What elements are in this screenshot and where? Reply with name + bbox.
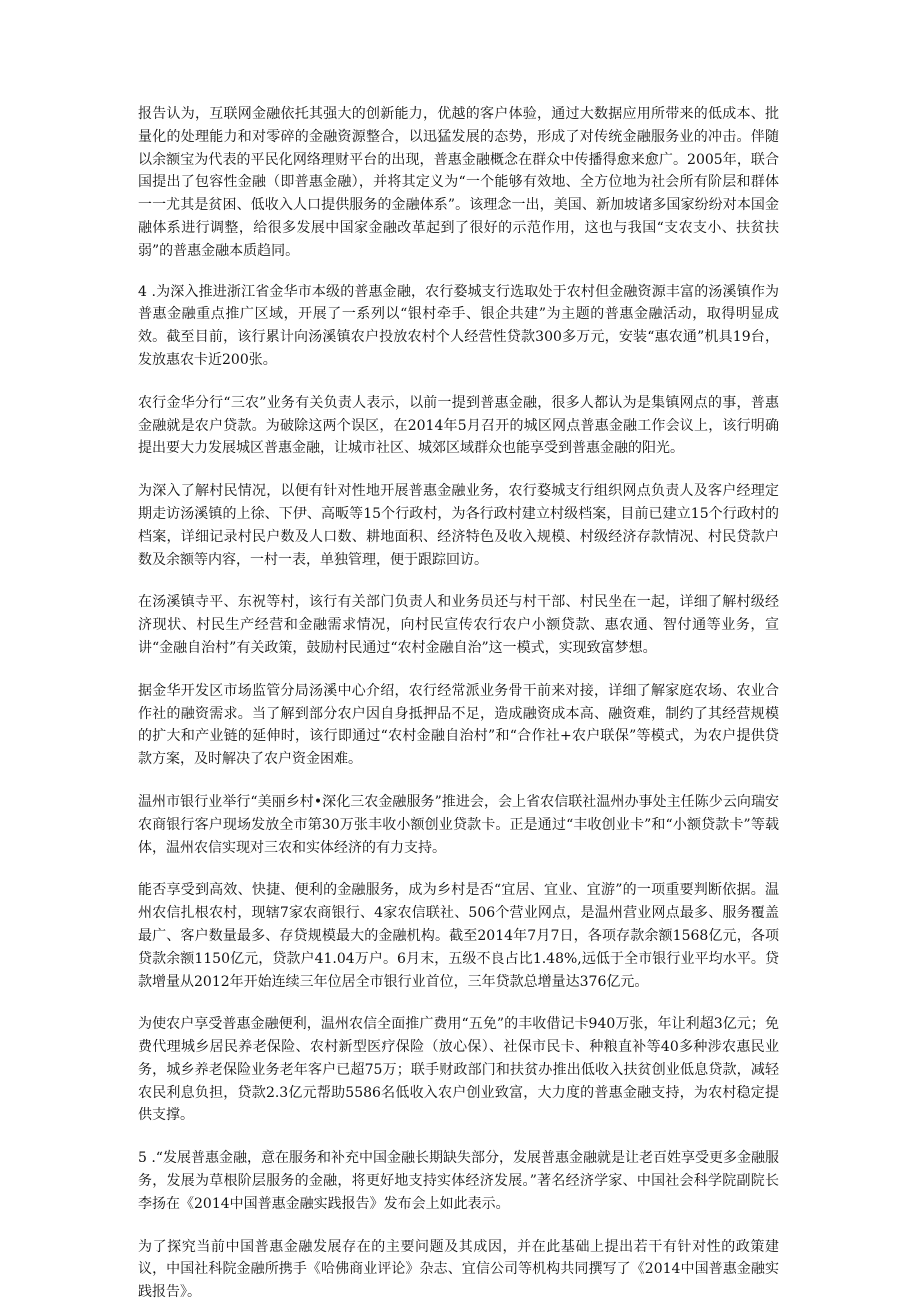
paragraph-8: 能否享受到高效、快捷、便利的金融服务，成为乡村是否“宜居、宜业、宜游”的一项重要判断依据。温州农信扎根农村，现辖7家农商银行、4家农信联社、506个营业网点，是温州营业网点最多、服务覆盖最广、客户数量最多、存贷规模最大的金融机构。截至2014年7月7日，各项存款余额1568亿元，各项贷款余额1150亿元，贷款户41.04万户。6月末，五级不良占比1.48%,远低于全市银行业平均水平。贷款增量从2012年开始连续三年位居全市银行业首位，三年贷款总增量达376亿元。 (138, 882, 779, 990)
paragraph-11: 为了探究当前中国普惠金融发展存在的主要问题及其成因，并在此基础上提出若干有针对性的政策建议，中国社科院金融所携手《哈佛商业评论》杂志、宜信公司等机构共同撰写了《2014中国普惠金融实践报告》。 (138, 1238, 779, 1301)
paragraph-5: 在汤溪镇寺平、东祝等村，该行有关部门负责人和业务员还与村干部、村民坐在一起，详细了解村级经济现状、村民生产经营和金融需求情况，向村民宣传农行农户小额贷款、惠农通、智付通等业务，宣讲“金融自治村”有关政策，鼓励村民通过“农村金融自治”这一模式，实现致富梦想。 (138, 594, 779, 656)
paragraph-1: 报告认为，互联网金融依托其强大的创新能力，优越的客户体验，通过大数据应用所带来的低成本、批量化的处理能力和对零碎的金融资源整合，以迅猛发展的态势，形成了对传统金融服务业的冲击。伴随以余额宝为代表的平民化网络理财平台的出现，普惠金融概念在群众中传播得愈来愈广。2005年，联合国提出了包容性金融（即普惠金融），并将其定义为“一个能够有效地、全方位地为社会所有阶层和群体一一尤其是贫困、低收入人口提供服务的金融体系”。该理念一出，美国、新加坡诸多国家纷纷对本国金融体系进行调整，给很多发展中国家金融改革起到了很好的示范作用，这也与我国“支农支小、扶贫扶弱”的普惠金融本质趋同。 (138, 106, 779, 259)
paragraph-9: 为使农户享受普惠金融便利，温州农信全面推广费用“五免”的丰收借记卡940万张，年让利超3亿元；免费代理城乡居民养老保险、农村新型医疗保险（放心保）、社保市民卡、种粮直补等40多种涉农惠民业务，城乡养老保险业务老年客户已超75万；联手财政部门和扶贫办推出低收入扶贫创业低息贷款，减轻农民利息负担，贷款2.3亿元帮助5586名低收入农户创业致富，大力度的普惠金融支持，为农村稳定提供支撑。 (138, 1016, 779, 1124)
paragraph-10: 5 .“发展普惠金融，意在服务和补充中国金融长期缺失部分，发展普惠金融就是让老百姓享受更多金融服务，发展为草根阶层服务的金融，将更好地支持实体经济发展。”著名经济学家、中国社会科学院副院长李扬在《2014中国普惠金融实践报告》发布会上如此表示。 (138, 1150, 779, 1212)
paragraph-3: 农行金华分行“三农”业务有关负责人表示，以前一提到普惠金融，很多人都认为是集镇网点的事，普惠金融就是农户贷款。为破除这两个误区，在2014年5月召开的城区网点普惠金融工作会议上，该行明确提出要大力发展城区普惠金融，让城市社区、城郊区域群众也能享受到普惠金融的阳光。 (138, 394, 779, 457)
paragraph-6: 据金华开发区市场监管分局汤溪中心介绍，农行经常派业务骨干前来对接，详细了解家庭农场、农业合作社的融资需求。当了解到部分农户因自身抵押品不足，造成融资成本高、融资难，制约了其经营规模的扩大和产业链的延伸时，该行即通过“农村金融自治村”和“合作社+农户联保”等模式，为农户提供贷款方案，及时解决了农户资金困难。 (138, 682, 779, 768)
paragraph-2: 4 .为深入推进浙江省金华市本级的普惠金融，农行婺城支行选取处于农村但金融资源丰富的汤溪镇作为普惠金融重点推广区域，开展了一系列以“银村牵手、银企共建”为主题的普惠金融活动，取得明显成效。截至目前，该行累计向汤溪镇农户投放农村个人经营性贷款300多万元，安装“惠农通”机具19台，发放惠农卡近200张。 (138, 283, 779, 368)
paragraph-4: 为深入了解村民情况，以便有针对性地开展普惠金融业务，农行婺城支行组织网点负责人及客户经理定期走访汤溪镇的上徐、下伊、高畈等15个行政村，为各行政村建立村级档案，目前已建立15个行政村的档案，详细记录村民户数及人口数、耕地面积、经济特色及收入规模、村级经济存款情况、村民贷款户数及余额等内容，一村一表，单独管理，便于跟踪回访。 (138, 483, 779, 568)
paragraph-7: 温州市银行业举行“美丽乡村•深化三农金融服务”推进会，会上省农信联社温州办事处主任陈少云向瑞安农商银行客户现场发放全市第30万张丰收小额创业贷款卡。正是通过“丰收创业卡”和“小额贷款卡”等载体，温州农信实现对三农和实体经济的有力支持。 (138, 793, 779, 856)
